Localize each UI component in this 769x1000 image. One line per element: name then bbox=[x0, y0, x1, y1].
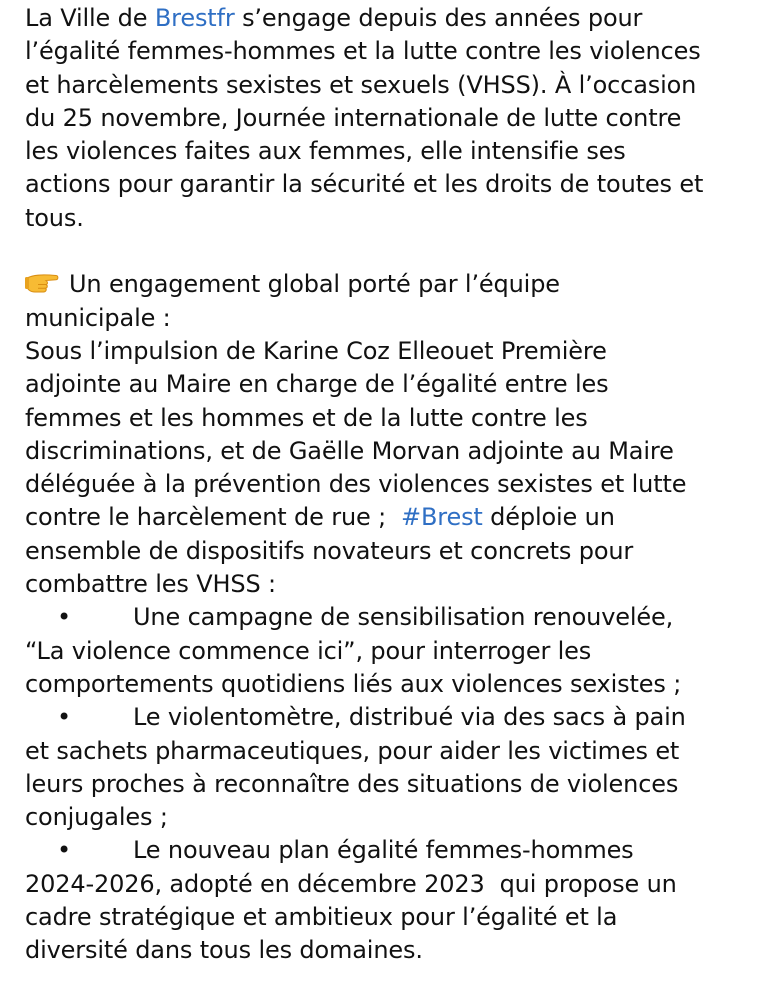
text-line: et sachets pharmaceutiques, pour aider les victimes et bbox=[25, 736, 680, 765]
blank-line bbox=[25, 235, 755, 268]
list-item bbox=[25, 701, 755, 834]
post-body bbox=[25, 2, 755, 968]
mention-link-brestfr[interactable]: Brestfr bbox=[154, 4, 235, 32]
text-line: 2024-2026, adopté en décembre 2023 qui propose un bbox=[25, 869, 677, 898]
bullet-list bbox=[25, 601, 755, 967]
text-line bbox=[25, 834, 755, 867]
text-line: Sous l’impulsion de Karine Coz Elleouet Première bbox=[25, 336, 607, 365]
list-item bbox=[25, 601, 755, 701]
list-item bbox=[25, 834, 755, 967]
text-line bbox=[25, 601, 755, 634]
bullet-marker: • bbox=[57, 836, 72, 865]
text-segment: Le violentomètre, distribué via des sacs à pain bbox=[133, 703, 686, 732]
text-line: cadre stratégique et ambitieux pour l’égalité et la bbox=[25, 903, 618, 932]
text-line: adjointe au Maire en charge de l’égalité entre les bbox=[25, 370, 609, 399]
text-line: conjugales ; bbox=[25, 803, 168, 832]
hashtag-link-brest[interactable]: #Brest bbox=[401, 503, 483, 532]
text-line: femmes et les hommes et de la lutte contre les bbox=[25, 403, 588, 432]
text-line: du 25 novembre, Journée internationale de lutte contre bbox=[25, 103, 682, 132]
text-line: “La violence commence ici”, pour interroger les bbox=[25, 636, 592, 665]
text-line: actions pour garantir la sécurité et les droits de toutes et bbox=[25, 170, 704, 199]
text-line bbox=[25, 501, 755, 534]
text-line: l’égalité femmes-hommes et la lutte contre les violences bbox=[25, 37, 701, 66]
text-line: leurs proches à reconnaître des situations de violences bbox=[25, 769, 679, 798]
text-segment: Le nouveau plan égalité femmes-hommes bbox=[133, 836, 634, 865]
text-line: les violences faites aux femmes, elle intensifie ses bbox=[25, 137, 626, 166]
text-segment: contre le harcèlement de rue ; bbox=[25, 503, 401, 532]
text-segment: s’engage depuis des années pour bbox=[234, 4, 643, 32]
text-line: déléguée à la prévention des violences sexistes et lutte bbox=[25, 470, 687, 499]
pointing-hand-icon bbox=[25, 271, 59, 295]
bullet-marker: • bbox=[57, 703, 72, 732]
text-line bbox=[25, 2, 755, 35]
bullet-marker: • bbox=[57, 603, 72, 632]
text-line: diversité dans tous les domaines. bbox=[25, 936, 423, 965]
text-segment: déploie un bbox=[482, 503, 615, 532]
text-line: ensemble de dispositifs novateurs et concrets pour bbox=[25, 536, 634, 565]
text-line: comportements quotidiens liés aux violences sexistes ; bbox=[25, 669, 682, 698]
text-segment: La Ville de bbox=[25, 4, 155, 32]
text-line bbox=[25, 268, 755, 301]
text-line bbox=[25, 701, 755, 734]
text-line: tous. bbox=[25, 203, 84, 232]
intro-paragraph bbox=[25, 2, 755, 235]
text-line: et harcèlements sexistes et sexuels (VHSS). À l’occasion bbox=[25, 70, 697, 99]
section-heading-text: Un engagement global porté par l’équipe bbox=[69, 270, 560, 299]
text-line: combattre les VHSS : bbox=[25, 570, 276, 599]
text-line: discriminations, et de Gaëlle Morvan adjointe au Maire bbox=[25, 436, 674, 465]
body-paragraph bbox=[25, 335, 755, 601]
text-segment: Une campagne de sensibilisation renouvelée, bbox=[133, 603, 674, 632]
text-line: municipale : bbox=[25, 303, 171, 332]
section-heading bbox=[25, 268, 755, 335]
